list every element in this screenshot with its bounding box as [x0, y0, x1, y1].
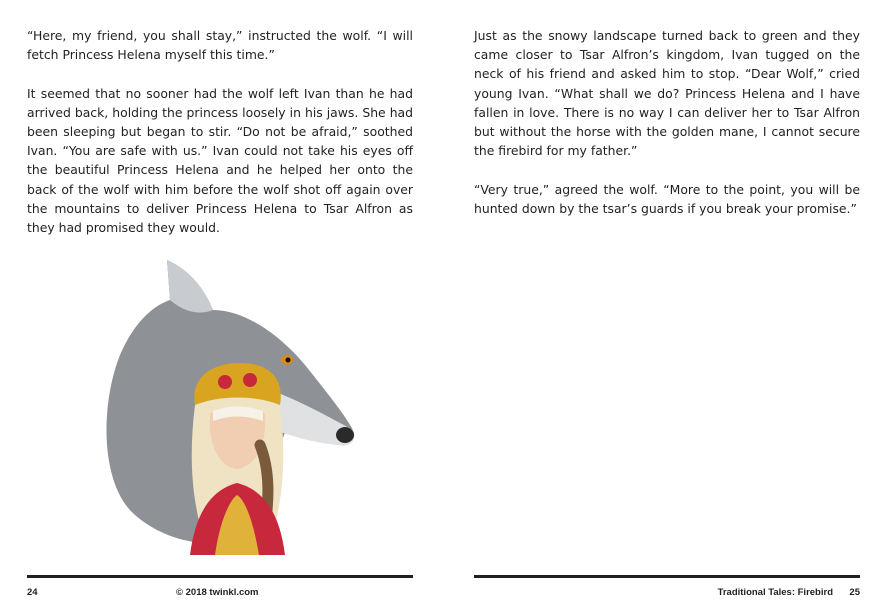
paragraph: “Very true,” agreed the wolf. “More to the point, you will be hunted down by the tsar’s guards if you break your promise.” — [474, 181, 860, 216]
left-footer-rule — [27, 575, 413, 578]
wolf-princess-illustration — [95, 255, 360, 555]
page-number-left: 24 — [27, 587, 38, 598]
left-page-text — [27, 26, 413, 256]
paragraph: It seemed that no sooner had the wolf left Ivan than he had arrived back, holding the princess loosely in his jaws. She had been sleeping but began to stir. “Do not be afraid,” soothed Ivan. “You are safe with us.” Ivan could not take his eyes off the beautiful Princess Helena and he helped her onto the back of the wolf with him before the wolf shot off again over the mountains to deliver Princess Helena to Tsar Alfron as they had promised they would. — [27, 85, 413, 236]
paragraph: Just as the snowy landscape turned back to green and they came closer to Tsar Alfron’s kingdom, Ivan tugged on the neck of his friend and asked him to stop. “Dear Wolf,” cried young Ivan. “What shall we do? Princess Helena and I have fallen in love. There is no way I can deliver her to Tsar Alfron but without the horse with the golden mane, I cannot secure the firebird for my father.” — [474, 28, 860, 159]
right-page-text — [474, 26, 860, 237]
series-title: Traditional Tales: Firebird — [717, 587, 833, 598]
paragraph: “Here, my friend, you shall stay,” instructed the wolf. “I will fetch Princess Helena myself this time.” — [27, 28, 413, 63]
wolf-princess-image — [95, 255, 360, 555]
copyright-text: © 2018 twinkl.com — [176, 587, 259, 598]
wolf-nose — [336, 427, 354, 443]
right-footer-rule — [474, 575, 860, 578]
page-number-right: 25 — [849, 587, 860, 598]
